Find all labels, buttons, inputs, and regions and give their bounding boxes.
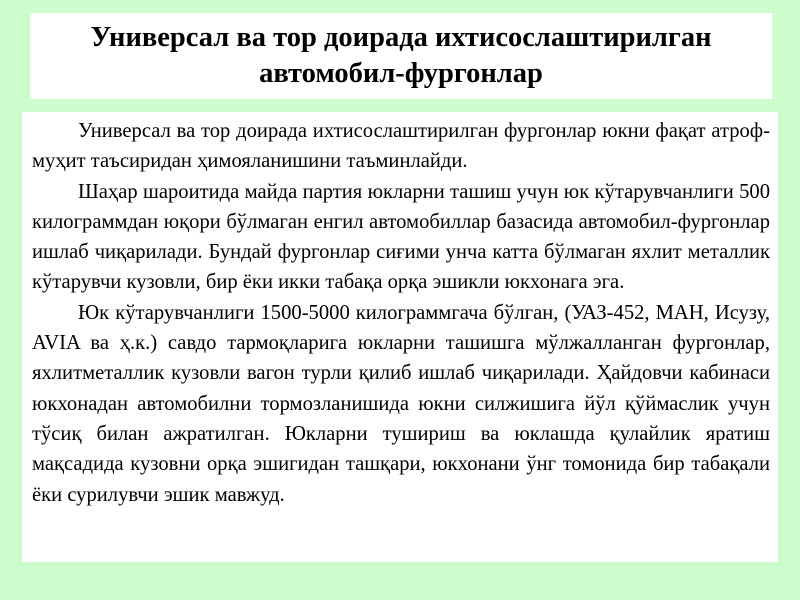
content-panel — [22, 112, 778, 562]
title-panel — [30, 13, 772, 99]
paragraph-3: Юк кўтарувчанлиги 1500-5000 килограммгача бўлган, (УАЗ-452, МАН, Исузу, AVIA ва ҳ.к.) савдо тармоқларига юкларни ташишга мўлжалланган фургонлар, яхлитметаллик кузовли вагон турли қилиб ишлаб чиқарилади. Ҳайдовчи кабинаси юкхонадан автомобилни тормозланишида юкни силжишига йўл қўймаслик учун тўсиқ билан ажратилган. Юкларни тушириш ва юклашда қулайлик яратиш мақсадида кузовни орқа эшигидан ташқари, юкхонани ўнг томонида бир табақали ёки сурилувчи эшик мавжуд. — [32, 301, 770, 506]
paragraph-1: Универсал ва тор доирада ихтисослаштирилган фургонлар юкни фақат атроф-муҳит таъсиридан ҳимояланишини таъминлайди. — [32, 120, 770, 173]
paragraph-2: Шаҳар шароитида майда партия юкларни ташиш учун юк кўтарувчанлиги 500 килограммдан юқори бўлмаган енгил автомобиллар базасида автомобил-фургонлар ишлаб чиқарилади. Бундай фургонлар сиғими унча катта бўлмаган яхлит металлик кўтарувчи кузовли, бир ёки икки табақа орқа эшикли юкхонага эга. — [32, 180, 770, 294]
slide-title: Универсал ва тор доирада ихтисослаштирилган автомобил-фургонлар — [90, 21, 712, 89]
